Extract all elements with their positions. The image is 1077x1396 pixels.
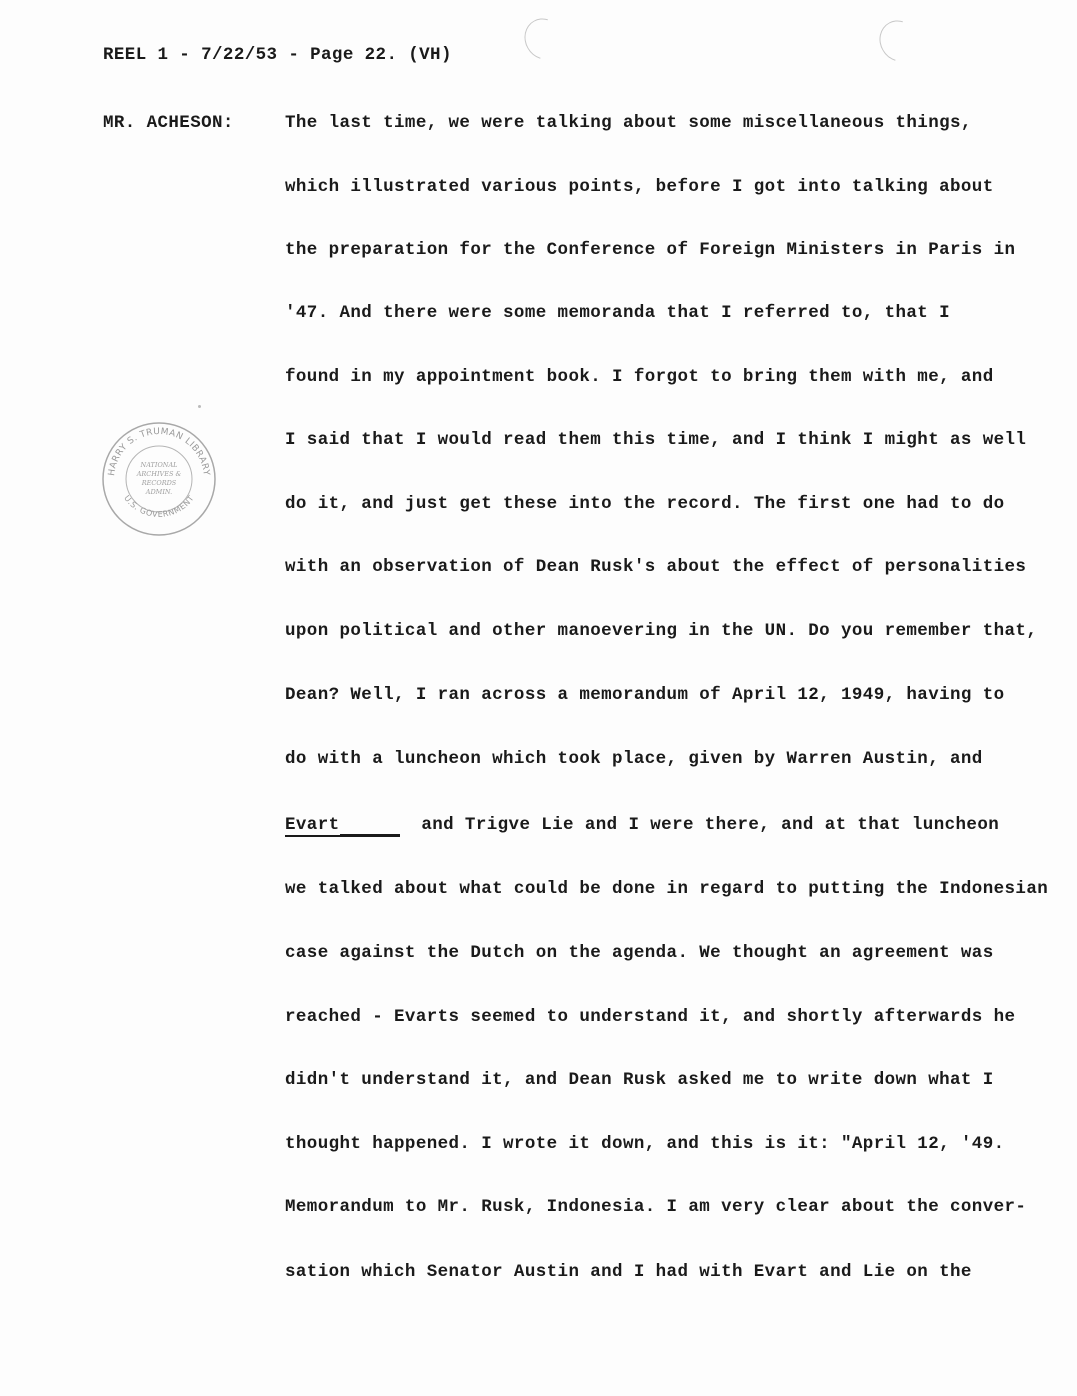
svg-text:U.S. GOVERNMENT: [122, 494, 196, 519]
archive-stamp-seal: [100, 420, 218, 538]
page-header: REEL 1 - 7/22/53 - Page 22. (VH): [103, 45, 452, 65]
transcript-line: upon political and other manoevering in the UN. Do you remember that,: [285, 621, 1038, 641]
transcript-line: with an observation of Dean Rusk's about the effect of personalities: [285, 557, 1027, 577]
stamp-center-line: ADMIN.: [145, 488, 173, 496]
evart-line-rest: and Trigve Lie and I were there, and at that luncheon: [421, 815, 1000, 835]
transcript-line: sation which Senator Austin and I had with Evart and Lie on the: [285, 1262, 972, 1282]
punch-hole-mark: [517, 11, 571, 66]
transcript-line: I said that I would read them this time, and I think I might as well: [285, 430, 1027, 450]
punch-hole-mark: [872, 13, 926, 68]
transcript-line: do it, and just get these into the record. The first one had to do: [285, 494, 1005, 514]
transcript-line: case against the Dutch on the agenda. We thought an agreement was: [285, 943, 994, 963]
transcript-line: The last time, we were talking about some miscellaneous things,: [285, 113, 972, 133]
transcript-line: we talked about what could be done in regard to putting the Indonesian: [285, 879, 1049, 899]
transcript-line: thought happened. I wrote it down, and this is it: "April 12, '49.: [285, 1134, 1005, 1154]
underline-blank: [340, 820, 400, 836]
stamp-bottom-text: U.S. GOVERNMENT: [122, 493, 196, 519]
transcript-line: Dean? Well, I ran across a memorandum of April 12, 1949, having to: [285, 685, 1005, 705]
speaker-label: MR. ACHESON:: [103, 113, 234, 133]
stamp-center-line: ARCHIVES &: [136, 470, 182, 478]
paper-speck: [198, 405, 201, 408]
underlined-name-evart: Evart: [285, 815, 400, 837]
transcript-line: which illustrated various points, before I got into talking about: [285, 177, 994, 197]
transcript-line: do with a luncheon which took place, given by Warren Austin, and: [285, 749, 983, 769]
stamp-top-text: HARRY S. TRUMAN LIBRARY: [107, 426, 211, 477]
transcript-line: '47. And there were some memoranda that I referred to, that I: [285, 303, 951, 323]
stamp-center-line: NATIONAL: [140, 461, 178, 469]
transcript-line: found in my appointment book. I forgot to bring them with me, and: [285, 367, 994, 387]
stamp-center-line: RECORDS: [141, 479, 177, 487]
transcript-line: the preparation for the Conference of Foreign Ministers in Paris in: [285, 240, 1016, 260]
transcript-line-evart: [285, 817, 999, 836]
transcript-line: reached - Evarts seemed to understand it, and shortly afterwards he: [285, 1007, 1016, 1027]
transcript-line: Memorandum to Mr. Rusk, Indonesia. I am very clear about the conver-: [285, 1197, 1027, 1217]
transcript-line: didn't understand it, and Dean Rusk asked me to write down what I: [285, 1070, 994, 1090]
